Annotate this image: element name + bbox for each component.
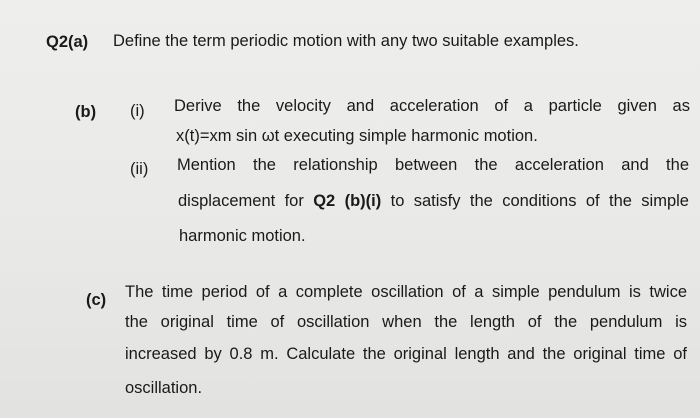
line-2-post: to satisfy the conditions of the simple	[381, 192, 689, 210]
question-b-ii-line-1: Mention the relationship between the acceleration and the	[177, 156, 689, 174]
question-a-label: Q2(a)	[46, 33, 89, 51]
question-b-i-label: (i)	[130, 102, 145, 120]
question-c-label: (c)	[86, 291, 107, 309]
question-b-i-line-2: x(t)=xm sin ωt executing simple harmonic motion.	[176, 127, 538, 145]
question-a-text: Define the term periodic motion with any two suitable examples.	[113, 32, 579, 50]
question-b-ii-label: (ii)	[130, 160, 149, 178]
question-b-ii-line-2	[178, 191, 689, 211]
question-b-ii-line-3: harmonic motion.	[179, 227, 306, 245]
question-c-line-4: oscillation.	[125, 379, 203, 397]
question-b-label: (b)	[75, 103, 97, 121]
question-b-i-line-1: Derive the velocity and acceleration of a particle given as	[174, 97, 690, 115]
question-c-line-3: increased by 0.8 m. Calculate the original length and the original time of	[125, 345, 687, 363]
question-reference: Q2 (b)(i)	[313, 192, 382, 210]
line-2-pre: displacement for	[178, 192, 314, 210]
question-c-line-1: The time period of a complete oscillation of a simple pendulum is twice	[125, 283, 687, 301]
question-c-line-2: the original time of oscillation when the length of the pendulum is	[125, 313, 687, 331]
